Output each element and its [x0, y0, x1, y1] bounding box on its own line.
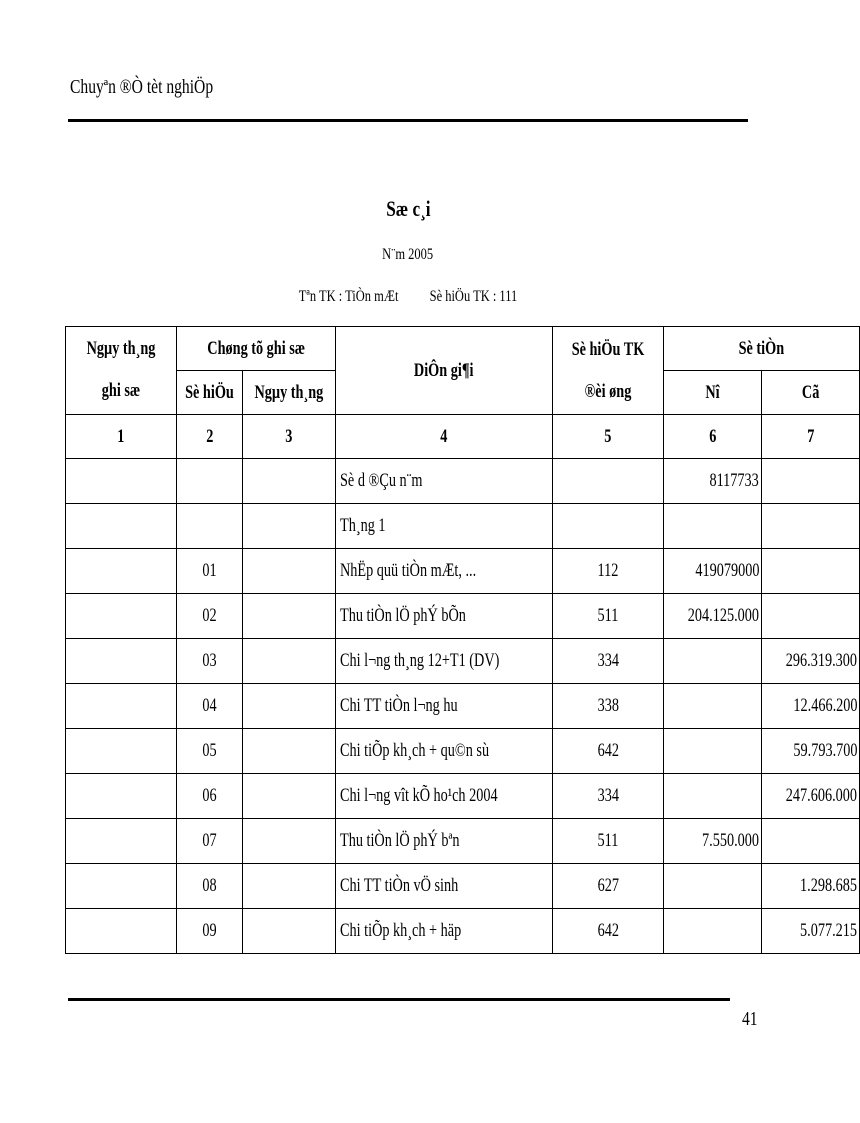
table-row	[66, 549, 860, 594]
cell-description	[335, 459, 552, 504]
table-row	[66, 639, 860, 684]
cell-debit	[664, 729, 762, 774]
cell-credit-text: 247.606.000	[785, 785, 858, 806]
header-description	[335, 327, 552, 415]
column-number	[553, 415, 664, 459]
cell-voucher-no	[177, 774, 243, 819]
cell-voucher-no-text: 01	[202, 560, 217, 581]
column-number-text: 1	[117, 425, 125, 447]
column-number-row	[66, 415, 860, 459]
column-number	[335, 415, 552, 459]
header-voucher-text: Chøng tõ ghi sæ	[206, 337, 305, 359]
cell-date	[66, 819, 177, 864]
cell-description-text: Sè d ®Çu n¨m	[339, 470, 423, 491]
cell-voucher-date	[242, 549, 335, 594]
cell-credit	[762, 594, 860, 639]
cell-voucher-no	[177, 459, 243, 504]
cell-debit	[664, 819, 762, 864]
cell-voucher-date	[242, 729, 335, 774]
cell-description	[335, 729, 552, 774]
cell-credit-text: 296.319.300	[785, 650, 858, 671]
cell-voucher-no	[177, 819, 243, 864]
cell-voucher-no-text: 09	[202, 920, 217, 941]
cell-description-text: Thu tiÒn lÖ phÝ bªn	[339, 830, 460, 851]
cell-voucher-no	[177, 549, 243, 594]
footer-rule	[68, 998, 730, 1001]
cell-description	[335, 864, 552, 909]
cell-debit	[664, 549, 762, 594]
table-row	[66, 909, 860, 954]
cell-date	[66, 459, 177, 504]
cell-debit	[664, 639, 762, 684]
cell-counter-account	[553, 549, 664, 594]
ledger-table	[65, 326, 860, 954]
cell-counter-account-text: 334	[597, 650, 619, 671]
cell-credit-text: 59.793.700	[793, 740, 858, 761]
cell-date	[66, 909, 177, 954]
cell-voucher-date	[242, 864, 335, 909]
cell-voucher-no	[177, 639, 243, 684]
cell-counter-account	[553, 504, 664, 549]
cell-debit	[664, 909, 762, 954]
cell-credit-text: 1.298.685	[800, 875, 858, 896]
table-row	[66, 504, 860, 549]
cell-voucher-no-text: 08	[202, 875, 217, 896]
cell-debit	[664, 864, 762, 909]
cell-voucher-no	[177, 594, 243, 639]
header-voucher-no	[177, 371, 243, 415]
page-number-text: 41	[742, 1008, 758, 1030]
header-voucher-date	[242, 371, 335, 415]
header-voucher	[177, 327, 336, 371]
cell-description	[335, 549, 552, 594]
ledger-body	[66, 459, 860, 954]
table-row	[66, 729, 860, 774]
header-credit-text: Cã	[801, 381, 820, 403]
cell-debit	[664, 774, 762, 819]
column-number-text: 5	[604, 425, 612, 447]
cell-date	[66, 504, 177, 549]
column-number	[66, 415, 177, 459]
header-debit	[664, 371, 762, 415]
cell-counter-account	[553, 594, 664, 639]
cell-debit-text: 419079000	[695, 560, 760, 581]
cell-credit	[762, 504, 860, 549]
column-number	[177, 415, 243, 459]
cell-counter-account-text: 627	[597, 875, 619, 896]
header-counter-account-text: Sè hiÖu TK ®èi øng	[571, 338, 645, 402]
header-counter-account	[553, 327, 664, 415]
cell-counter-account	[553, 684, 664, 729]
header-amount-text: Sè tiÒn	[738, 337, 785, 359]
cell-voucher-date	[242, 774, 335, 819]
cell-description-text: Chi TT tiÒn l¬ng hu	[339, 695, 458, 716]
cell-debit	[664, 459, 762, 504]
cell-credit	[762, 639, 860, 684]
cell-description-text: Chi TT tiÒn vÖ sinh	[339, 875, 458, 896]
table-row	[66, 819, 860, 864]
cell-voucher-date	[242, 909, 335, 954]
cell-credit	[762, 864, 860, 909]
cell-credit-text: 12.466.200	[793, 695, 858, 716]
cell-counter-account-text: 334	[597, 785, 619, 806]
cell-counter-account-text: 642	[597, 740, 619, 761]
cell-debit-text: 8117733	[709, 470, 760, 491]
cell-counter-account-text: 338	[597, 695, 619, 716]
cell-description-text: Chi l¬ng vît kÕ ho¹ch 2004	[339, 785, 498, 806]
page-number	[742, 1008, 762, 1031]
cell-date	[66, 594, 177, 639]
cell-date	[66, 639, 177, 684]
cell-description-text: Chi l¬ng th¸ng 12+T1 (DV)	[339, 650, 500, 671]
cell-voucher-no-text: 03	[202, 650, 217, 671]
cell-voucher-date	[242, 594, 335, 639]
header-debit-text: Nî	[705, 381, 720, 403]
cell-credit	[762, 774, 860, 819]
header-date-text: Ngµy th¸ng ghi sæ	[86, 338, 156, 401]
header-description-text: DiÔn gi¶i	[414, 359, 474, 381]
document-title	[0, 196, 816, 222]
cell-voucher-no	[177, 684, 243, 729]
table-row	[66, 459, 860, 504]
cell-counter-account	[553, 909, 664, 954]
table-row	[66, 774, 860, 819]
header-row-1	[66, 327, 860, 371]
cell-voucher-no	[177, 504, 243, 549]
header-voucher-date-text: Ngµy th¸ng	[254, 381, 324, 403]
table-row	[66, 864, 860, 909]
cell-voucher-no	[177, 729, 243, 774]
column-number-text: 3	[285, 425, 293, 447]
header-amount	[664, 327, 860, 371]
cell-description	[335, 639, 552, 684]
column-number-text: 6	[709, 425, 717, 447]
cell-credit	[762, 729, 860, 774]
cell-counter-account	[553, 639, 664, 684]
cell-description	[335, 504, 552, 549]
column-number-text: 4	[440, 425, 448, 447]
column-number	[242, 415, 335, 459]
cell-credit	[762, 459, 860, 504]
cell-voucher-no-text: 04	[202, 695, 217, 716]
cell-voucher-date	[242, 504, 335, 549]
document-year-text: N¨m 2005	[382, 246, 434, 263]
header-voucher-no-text: Sè hiÖu	[185, 381, 234, 403]
document-year	[0, 246, 816, 264]
cell-counter-account	[553, 864, 664, 909]
cell-voucher-no-text: 02	[202, 605, 217, 626]
cell-date	[66, 864, 177, 909]
header-rule	[68, 119, 748, 122]
cell-description-text: Chi tiÕp kh¸ch + häp	[339, 920, 461, 941]
cell-counter-account-text: 642	[597, 920, 619, 941]
cell-counter-account-text: 112	[597, 560, 619, 581]
cell-description-text: Thu tiÒn lÖ phÝ bÕn	[339, 605, 466, 626]
cell-credit	[762, 684, 860, 729]
cell-counter-account-text: 511	[597, 605, 619, 626]
cell-debit	[664, 684, 762, 729]
cell-date	[66, 549, 177, 594]
document-title-text: Sæ c¸i	[385, 196, 431, 221]
column-number-text: 2	[205, 425, 214, 447]
column-number	[762, 415, 860, 459]
header-credit	[762, 371, 860, 415]
cell-description-text: Th¸ng 1	[339, 515, 386, 536]
cell-counter-account	[553, 774, 664, 819]
table-row	[66, 684, 860, 729]
cell-description-text: Chi tiÕp kh¸ch + qu©n sù	[339, 740, 489, 761]
cell-voucher-date	[242, 819, 335, 864]
cell-debit	[664, 504, 762, 549]
table-row	[66, 594, 860, 639]
cell-voucher-date	[242, 684, 335, 729]
account-name: Tªn TK : TiÒn mÆt	[298, 288, 399, 305]
running-header-text: Chuyªn ®Ò tèt nghiÖp	[70, 76, 214, 98]
cell-voucher-no-text: 06	[202, 785, 217, 806]
column-number-text: 7	[807, 425, 815, 447]
cell-voucher-no	[177, 909, 243, 954]
column-number	[664, 415, 762, 459]
cell-voucher-no	[177, 864, 243, 909]
cell-debit	[664, 594, 762, 639]
cell-counter-account-text: 511	[597, 830, 619, 851]
cell-credit	[762, 909, 860, 954]
cell-date	[66, 729, 177, 774]
cell-description-text: NhËp quü tiÒn mÆt, ...	[339, 560, 476, 581]
cell-credit-text: 5.077.215	[800, 920, 858, 941]
cell-date	[66, 684, 177, 729]
cell-description	[335, 819, 552, 864]
cell-voucher-no-text: 05	[202, 740, 217, 761]
cell-counter-account	[553, 819, 664, 864]
cell-voucher-date	[242, 459, 335, 504]
cell-credit	[762, 819, 860, 864]
account-number: Sè hiÖu TK : 111	[429, 288, 518, 305]
account-info-text	[299, 288, 517, 306]
cell-credit	[762, 549, 860, 594]
cell-debit-text: 7.550.000	[702, 830, 760, 851]
cell-date	[66, 774, 177, 819]
cell-counter-account	[553, 729, 664, 774]
running-header	[70, 76, 254, 99]
cell-debit-text: 204.125.000	[687, 605, 760, 626]
cell-description	[335, 684, 552, 729]
cell-description	[335, 909, 552, 954]
cell-description	[335, 594, 552, 639]
cell-voucher-date	[242, 639, 335, 684]
cell-voucher-no-text: 07	[202, 830, 217, 851]
cell-description	[335, 774, 552, 819]
header-date	[66, 327, 177, 415]
account-info	[0, 288, 816, 306]
cell-counter-account	[553, 459, 664, 504]
